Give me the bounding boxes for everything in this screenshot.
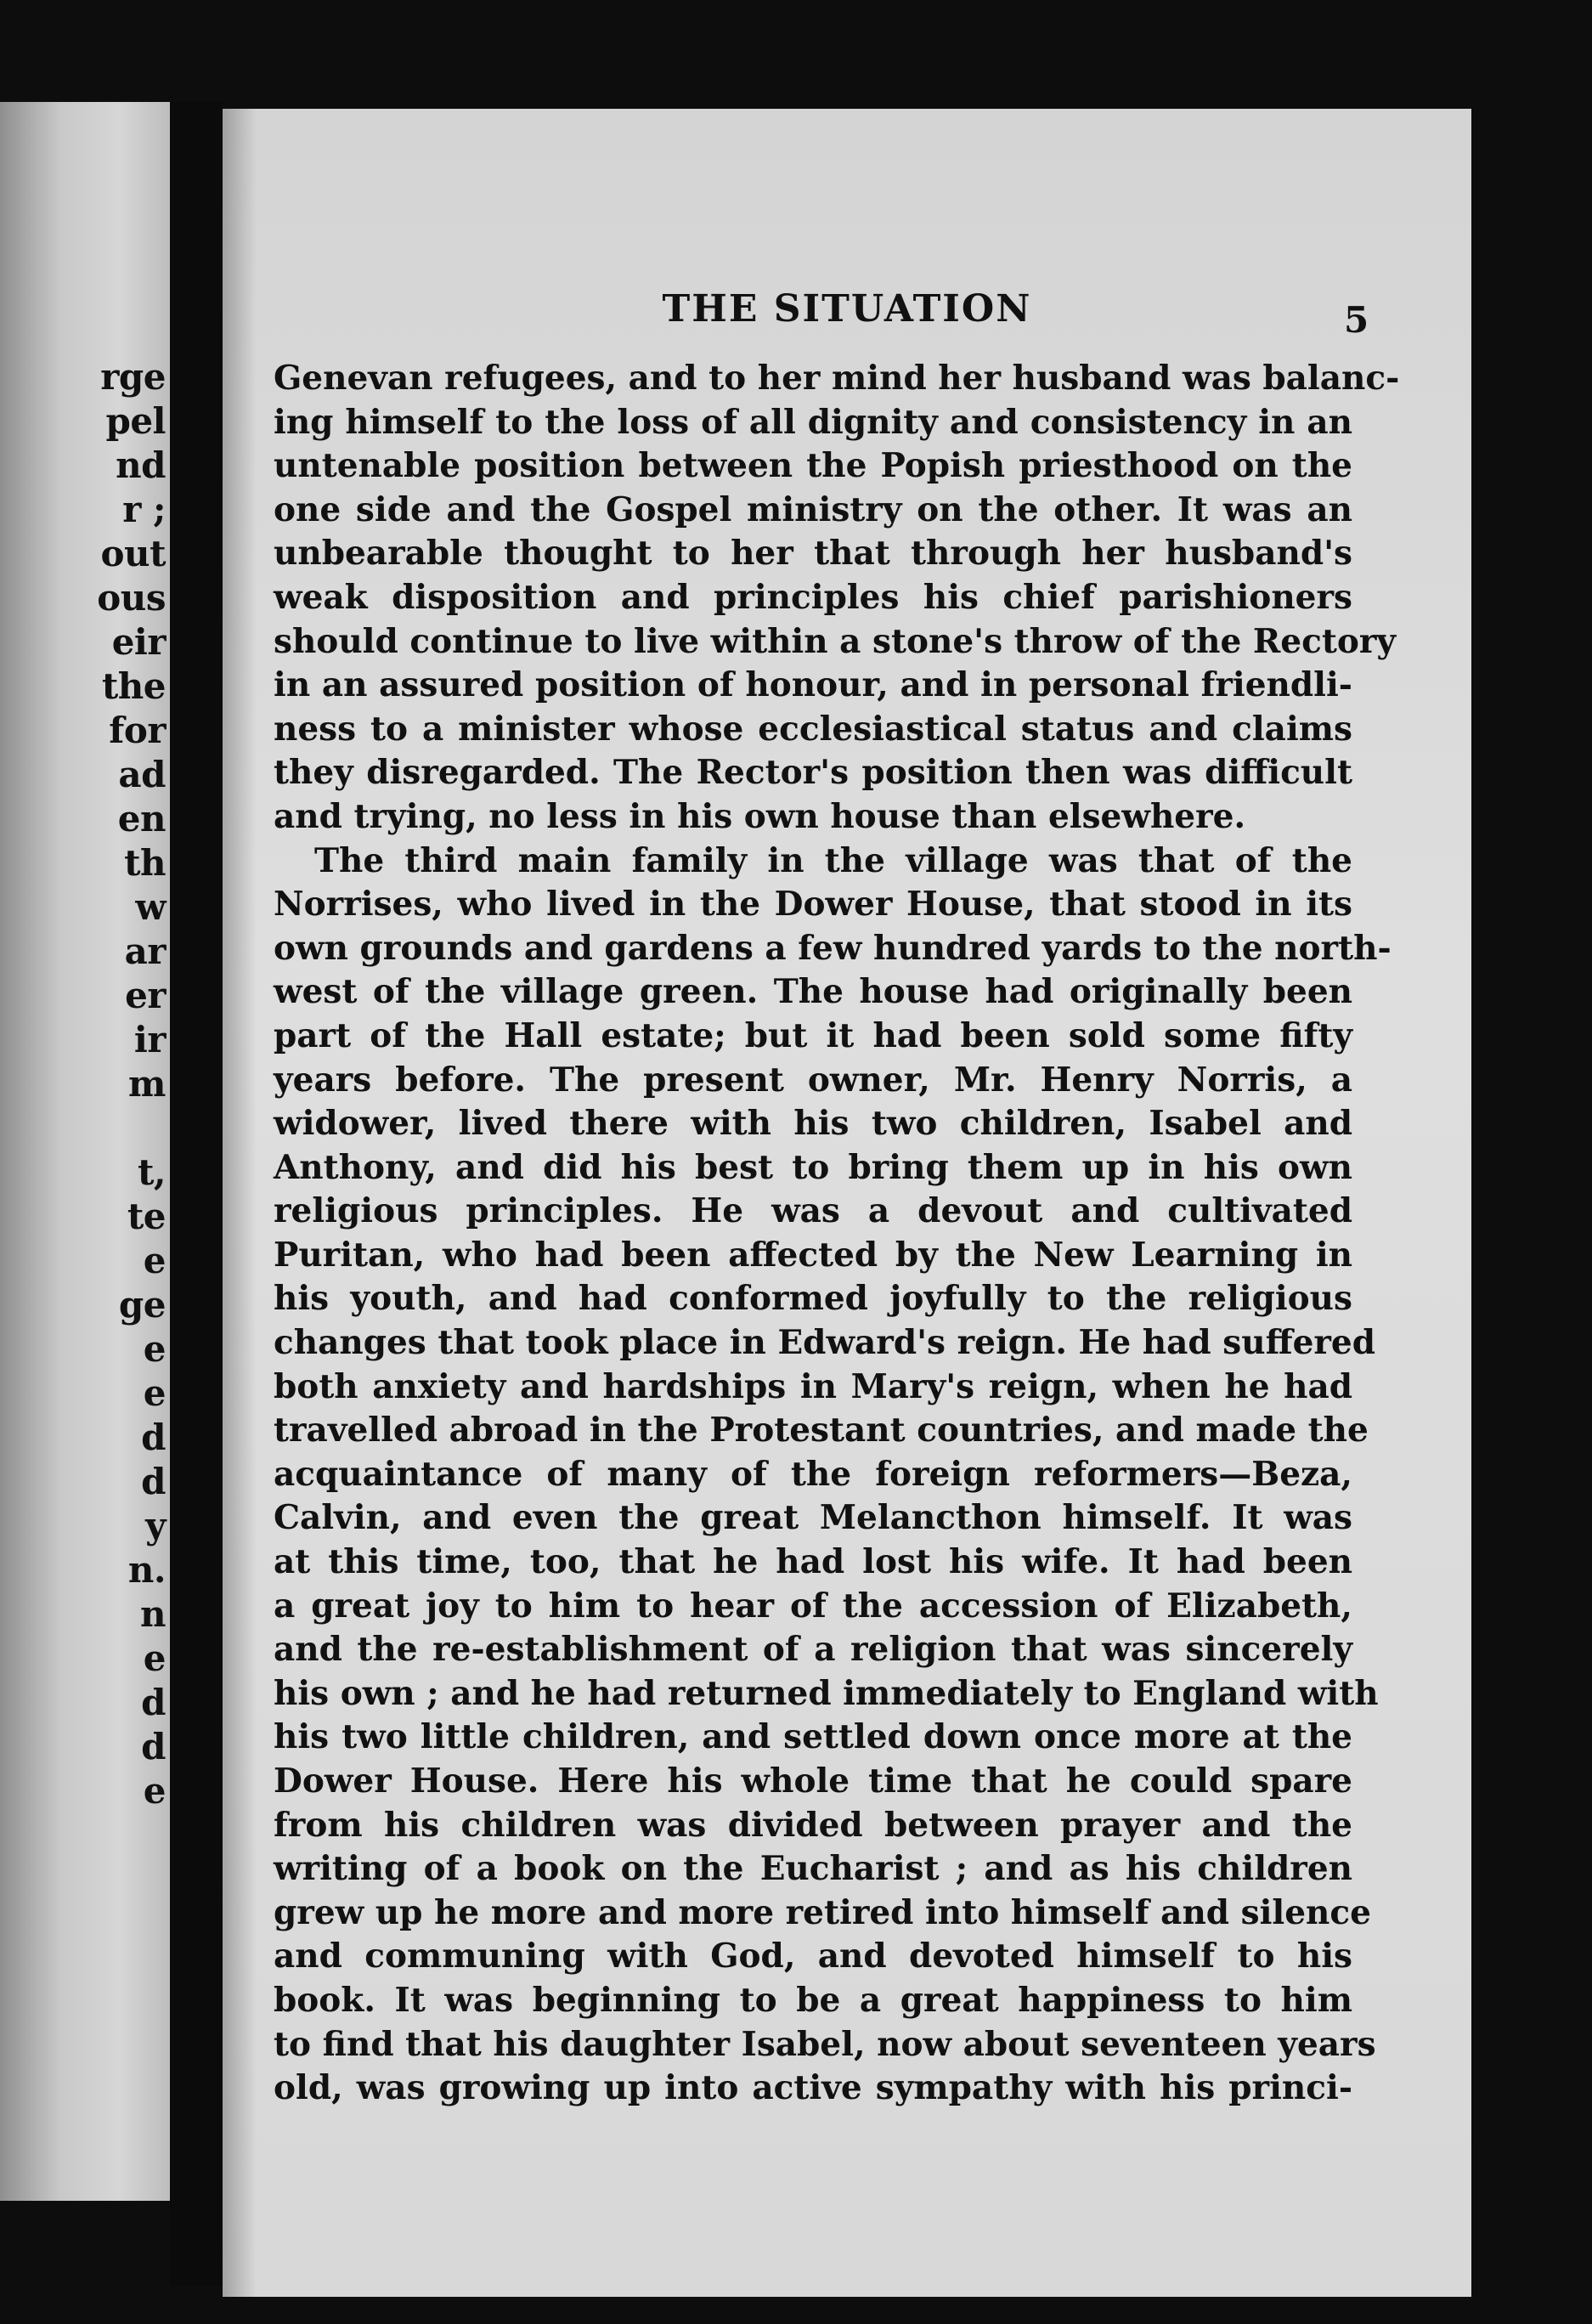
text-line: ing himself to the loss of all dignity and consistency in an (274, 402, 1352, 442)
left-fragment-line: e (143, 1372, 166, 1414)
text-line: old, was growing up into active sympathy with his princi- (274, 2068, 1352, 2108)
left-fragment-line: nd (116, 444, 166, 486)
text-line: and communing with God, and devoted himself to his (274, 1937, 1352, 1976)
text-line: own grounds and gardens a few hundred yards to the north- (274, 928, 1392, 968)
left-fragment-line (0, 1106, 166, 1151)
text-line: weak disposition and principles his chief parishioners (274, 577, 1352, 617)
text-line: at this time, too, that he had lost his wife. It had been (274, 1542, 1352, 1582)
page-number: 5 (1344, 299, 1369, 341)
left-fragment-line: ir (133, 1019, 166, 1060)
text-line: widower, lived there with his two children, Isabel and (274, 1104, 1352, 1144)
text-line: religious principles. He was a devout and cultivated (274, 1191, 1352, 1231)
left-fragment-line: e (143, 1770, 166, 1812)
left-fragment-line: t, (137, 1151, 166, 1193)
text-line: part of the Hall estate; but it had been sold some fifty (274, 1015, 1352, 1055)
text-line: years before. The present owner, Mr. Henry Norris, a (274, 1060, 1352, 1100)
left-fragment-line: ge (118, 1284, 166, 1326)
scan-margin (1471, 0, 1592, 2324)
text-line: one side and the Gospel ministry on the other. It was an (274, 489, 1352, 529)
paragraph (274, 357, 1400, 840)
left-fragment-line: d (141, 1726, 166, 1767)
text-line: unbearable thought to her that through her husband's (274, 534, 1352, 574)
left-page-edge (0, 102, 170, 2201)
left-fragment-line: m (128, 1063, 166, 1105)
left-fragment-line: pel (105, 400, 166, 442)
left-fragment-line: the (101, 665, 166, 707)
text-line: changes that took place in Edward's reign. He had suffered (274, 1323, 1376, 1363)
left-fragment-line: out (100, 533, 166, 574)
left-fragment-line: e (143, 1637, 166, 1679)
left-fragment-line: y (145, 1505, 166, 1547)
text-line: a great joy to him to hear of the accession of Elizabeth, (274, 1586, 1352, 1626)
text-line: Calvin, and even the great Melancthon himself. It was (274, 1498, 1352, 1538)
left-fragment-line: er (125, 975, 166, 1016)
left-fragment-line: eir (111, 621, 166, 663)
text-line: The third main family in the village was that of the (314, 840, 1352, 880)
text-line: ness to a minister whose ecclesiastical status and claims (274, 709, 1352, 749)
text-line: they disregarded. The Rector's position then was difficult (274, 753, 1352, 793)
text-line: to find that his daughter Isabel, now about seventeen years (274, 2024, 1376, 2064)
text-line: and the re-establishment of a religion that was sincerely (274, 1630, 1352, 1670)
text-line: writing of a book on the Eucharist ; and as his children (274, 1849, 1352, 1889)
left-fragment-line: e (143, 1240, 166, 1281)
text-line: from his children was divided between prayer and the (274, 1805, 1352, 1845)
text-line: book. It was beginning to be a great happiness to him (274, 1980, 1352, 2020)
text-line: acquaintance of many of the foreign reformers—Beza, (274, 1454, 1352, 1494)
page-gutter-shadow (223, 109, 257, 2297)
body-text (274, 357, 1400, 2111)
text-line: should continue to live within a stone's throw of the Rectory (274, 621, 1397, 661)
text-line: his youth, and had conformed joyfully to the religious (274, 1279, 1352, 1319)
left-fragment-line: for (109, 710, 166, 751)
text-line: Puritan, who had been affected by the New Learning in (274, 1235, 1352, 1275)
left-fragment-line: en (117, 798, 166, 840)
text-line: his two little children, and settled down once more at the (274, 1717, 1352, 1757)
left-fragment-line: d (141, 1682, 166, 1723)
text-line: Norrises, who lived in the Dower House, that stood in its (274, 885, 1352, 925)
paragraph (274, 840, 1392, 2111)
left-fragment-line: d (141, 1461, 166, 1502)
text-line: in an assured position of honour, and in personal friendli- (274, 665, 1352, 705)
text-line: Anthony, and did his best to bring them up in his own (274, 1147, 1352, 1187)
left-fragment-line: d (141, 1416, 166, 1458)
left-fragment-line: n (139, 1593, 166, 1635)
left-fragment-line: ar (124, 930, 166, 972)
left-fragment-line: e (143, 1328, 166, 1370)
left-fragment-line: ad (118, 754, 166, 795)
left-fragment-line: n. (127, 1549, 166, 1591)
text-line: Dower House. Here his whole time that he could spare (274, 1761, 1352, 1801)
left-fragment-line: ous (97, 577, 166, 619)
text-line: Genevan refugees, and to her mind her husband was balanc- (274, 359, 1400, 398)
left-fragment-line: te (127, 1196, 166, 1237)
left-fragment-line: th (124, 842, 166, 884)
text-line: travelled abroad in the Protestant countries, and made the (274, 1411, 1369, 1450)
left-fragment-line: w (135, 886, 166, 928)
text-line: his own ; and he had returned immediately to England with (274, 1673, 1379, 1713)
text-line: west of the village green. The house had originally been (274, 972, 1352, 1012)
text-line: and trying, no less in his own house than elsewhere. (274, 796, 1246, 836)
book-gutter (170, 102, 223, 2286)
right-page (223, 109, 1471, 2297)
text-line: both anxiety and hardships in Mary's reign, when he had (274, 1366, 1352, 1406)
running-head: THE SITUATION (662, 287, 1032, 331)
text-line: untenable position between the Popish priesthood on the (274, 446, 1352, 486)
text-line: grew up he more and more retired into himself and silence (274, 1892, 1371, 1932)
left-fragment-line: rge (100, 356, 166, 398)
left-fragment-line: r ; (122, 489, 166, 530)
left-page-text-fragments (0, 355, 166, 1813)
